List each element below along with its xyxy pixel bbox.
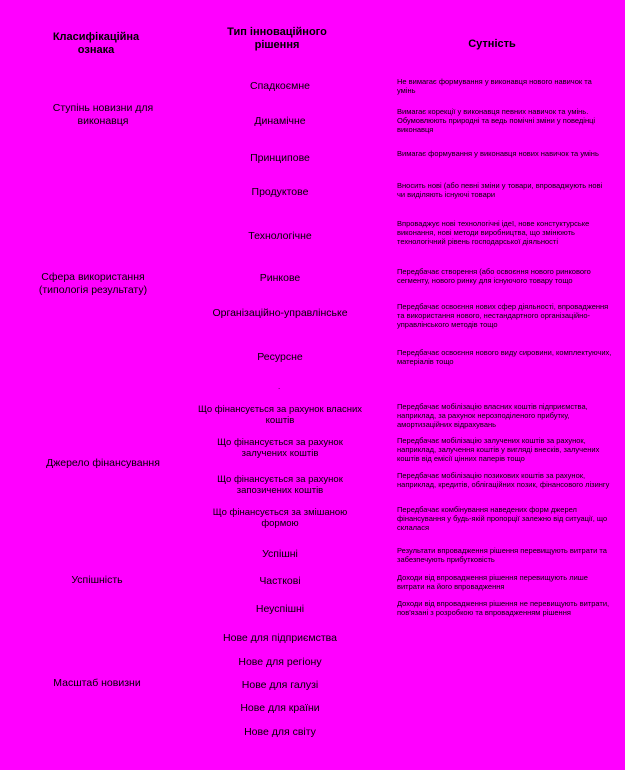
type-unsuccessful: Неуспішні [255,603,305,615]
group-funding-source: Джерело фінансування [46,457,160,469]
type-resource: Ресурсне [257,351,303,363]
type-technological: Технологічне [248,230,312,242]
essence-resource: Передбачає освоєння нового виду сировини, комплектуючих, матеріалів тощо [397,348,612,366]
type-successive: Спадкоємне [249,80,310,92]
type-market: Ринкове [259,272,301,284]
group-novelty-scale: Масштаб новизни [53,677,141,689]
type-attracted-funds: Що фінансується за рахунок залучених коштів [217,437,343,459]
essence-dynamic: Вимагає корекції у виконавця певних навичок та умінь. Обумовлюють природні та ведь помічні зміни у поведінці виконавця [397,107,596,134]
essence-successive: Не вимагає формування у виконавця нового навичок та умінь [397,77,592,95]
group-success: Успішність [71,574,123,586]
type-organizational: Організаційно-управлінське [212,307,348,319]
type-mixed-funds: Що фінансується за змішаною формою [212,507,348,529]
separator-dot: . [278,382,281,391]
type-successful: Успішні [262,548,298,560]
type-new-enterprise: Нове для підприємства [223,632,337,644]
essence-mixed-funds: Передбачає комбінування наведених форм джерел фінансування у будь-якій пропорції залежно від ситуації, що склалася [397,505,608,532]
type-new-region: Нове для регіону [238,656,322,668]
header-essence: Сутність [468,38,516,50]
essence-organizational: Передбачає освоєння нових сфер діяльності, впровадження та використання нового, нестандартного організаційно-управлінського методів тощо [397,302,609,329]
type-dynamic: Динамічне [254,115,306,127]
essence-market: Передбачає створення (або освоєння нового ринкового сегменту, нового ринку для існуючого товару тощо [397,267,591,285]
essence-technological: Впроваджує нові технологічні ідеї, нове констуктурське виконання, нові методи виробництва, що змінюють технологічний рівень господарської діяльності [397,219,590,246]
essence-own-funds: Передбачає мобілізацію власних коштів підприємства, наприклад, за рахунок нерозподіленого прибутку, амортизаційних відрахувань [397,402,588,429]
type-principal: Принципове [250,152,310,164]
type-new-world: Нове для світу [244,726,316,738]
essence-successful: Результати впровадження рішення перевищують витрати та забезпечують прибутковість [397,546,607,564]
essence-partial: Доходи від впровадження рішення перевищують лише витрати на його впровадження [397,573,588,591]
essence-attracted-funds: Передбачає мобілізацію залучених коштів за рахунок, наприклад, залучення коштів у вигляді внесків, залучених коштів від емісії цінних паперів тощо [397,436,600,463]
essence-unsuccessful: Доходи від впровадження рішення не перевищують витрати, пов'язані з розробкою та впровадженням рішення [397,599,610,617]
type-borrowed-funds: Що фінансується за рахунок запозичених коштів [217,474,343,496]
essence-product: Вносить нові (або певні зміни у товари, впроваджують нові чи виділяють існуючі товари [397,181,603,199]
header-type: Тип інноваційного рішення [227,26,327,51]
type-product: Продуктове [251,186,309,198]
type-own-funds: Що фінансується за рахунок власних коштів [197,404,363,426]
type-partial: Часткові [259,575,301,587]
group-usage-sphere: Сфера використання (типологія результату) [38,271,148,296]
type-new-country: Нове для країни [240,702,320,714]
essence-borrowed-funds: Передбачає мобілізацію позикових коштів за рахунок, наприклад, кредитів, облігаційних позик, фінансового лізингу [397,471,610,489]
type-new-industry: Нове для галузі [241,679,319,691]
header-classification: Класифікаційна ознака [52,31,140,56]
essence-principal: Вимагає формування у виконавця нових навичок та умінь [397,149,599,158]
group-novelty-degree: Ступінь новизни для виконавця [52,102,154,127]
